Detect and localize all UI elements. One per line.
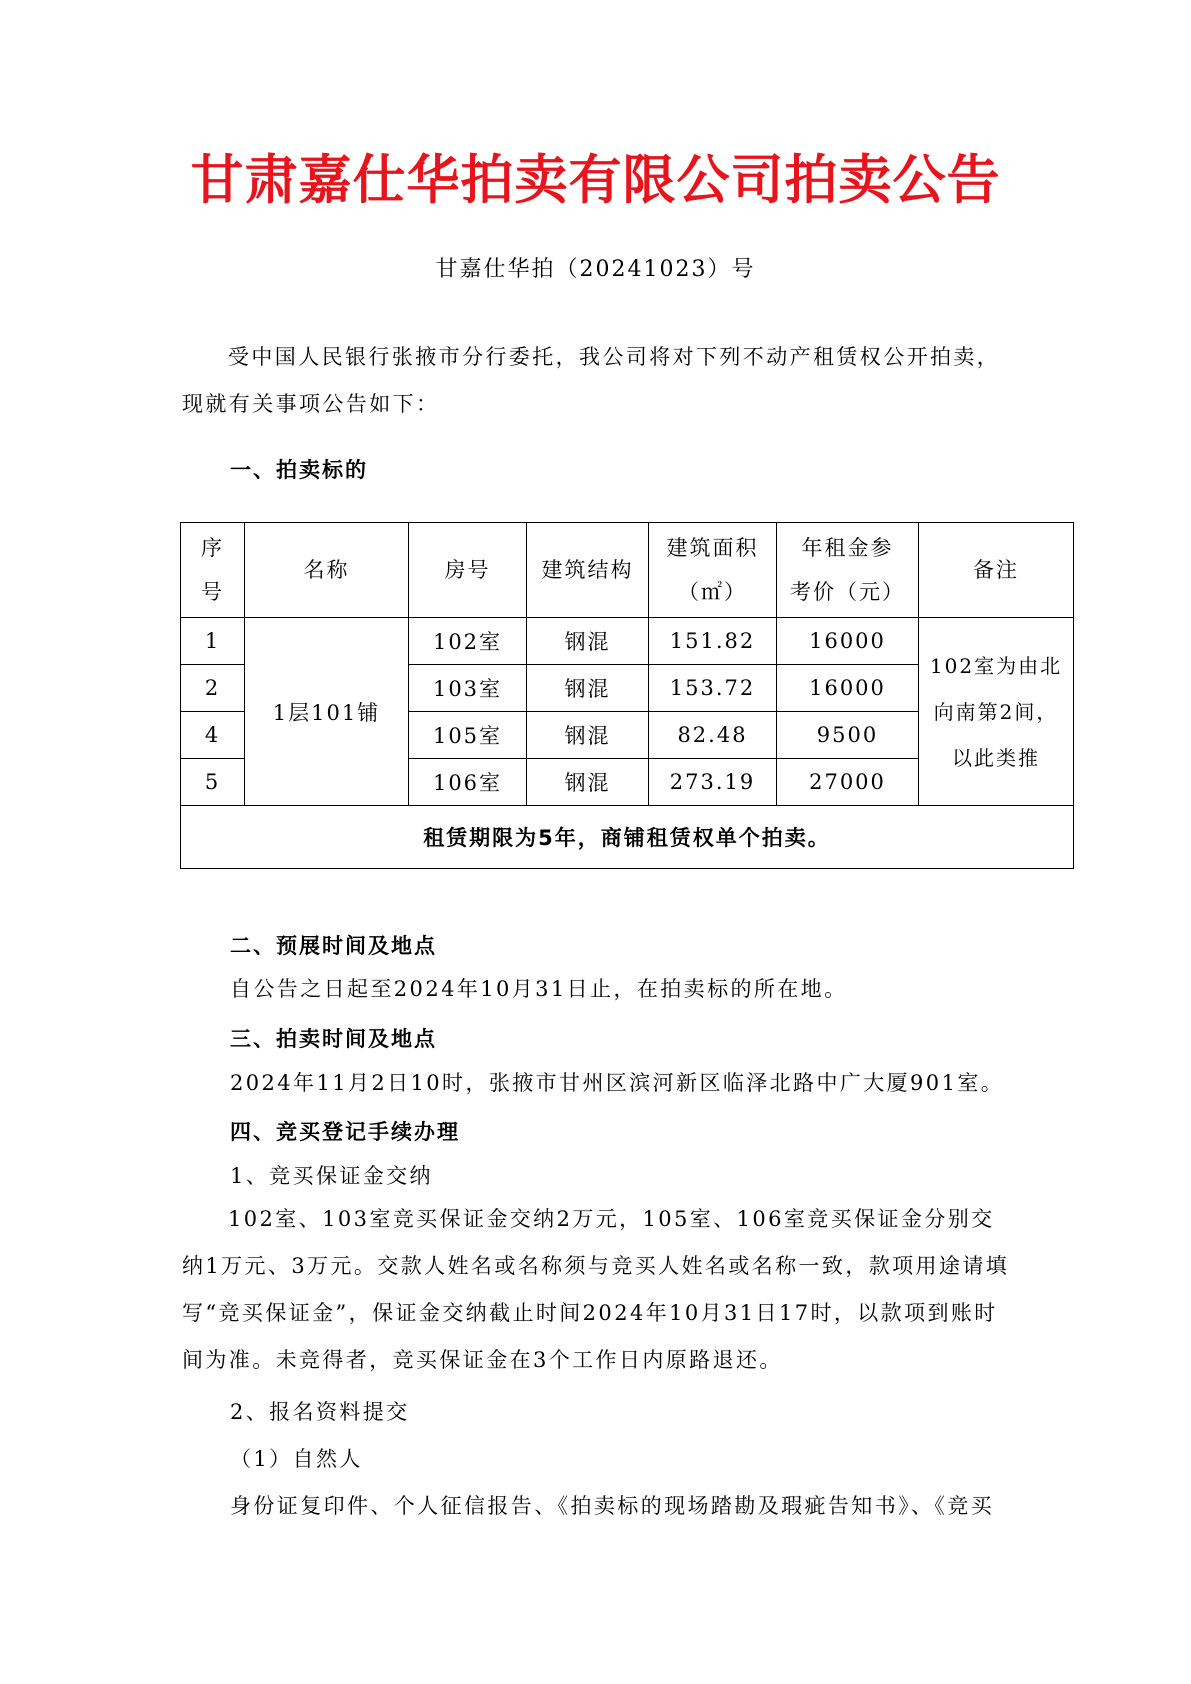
- table-footer-row: [181, 806, 1074, 869]
- table-footer-note: 租赁期限为5年，商铺租赁权单个拍卖。: [181, 806, 1074, 869]
- header-room: 房号: [409, 523, 527, 618]
- intro-paragraph: 受中国人民银行张掖市分行委托，我公司将对下列不动产租赁权公开拍卖，现就有关事项公告如下：: [182, 345, 1001, 416]
- section4-sub2-item1: （1）自然人: [230, 1447, 363, 1471]
- cell-rent: 16000: [777, 618, 919, 665]
- header-rent: 年租金参 考价（元）: [777, 523, 919, 618]
- cell-seq: 4: [181, 712, 245, 759]
- table-header-row: [181, 523, 1074, 618]
- section1-heading: 一、拍卖标的: [230, 458, 368, 482]
- document-number: 甘嘉仕华拍（20241023）号: [435, 257, 756, 282]
- cell-room: 102室: [409, 618, 527, 665]
- cell-area: 273.19: [649, 759, 777, 806]
- section4-heading: 四、竞买登记手续办理: [230, 1120, 460, 1144]
- cell-rent: 9500: [777, 712, 919, 759]
- cell-seq: 2: [181, 665, 245, 712]
- auction-lots-table: [180, 522, 1074, 869]
- cell-structure: 钢混: [527, 618, 649, 665]
- cell-seq: 5: [181, 759, 245, 806]
- cell-area: 153.72: [649, 665, 777, 712]
- cell-room: 106室: [409, 759, 527, 806]
- cell-rent: 16000: [777, 665, 919, 712]
- section3-text: 2024年11月2日10时，张掖市甘州区滨河新区临泽北路中广大厦901室。: [230, 1071, 1005, 1095]
- cell-structure: 钢混: [527, 759, 649, 806]
- cell-group-name: 1层101铺: [245, 618, 409, 806]
- section2-heading: 二、预展时间及地点: [230, 934, 437, 958]
- cell-rent: 27000: [777, 759, 919, 806]
- cell-area: 82.48: [649, 712, 777, 759]
- section4-sub1-text: 102室、103室竞买保证金交纳2万元，105室、106室竞买保证金分别交纳1万元、3万元。交款人姓名或名称须与竞买人姓名或名称一致，款项用途请填写“竞买保证金”，保证金交纳截止时间2024年10月31日17时，以款项到账时间为准。未竞得者，竞买保证金在3个工作日内原路退还。: [182, 1207, 1010, 1372]
- section3-heading: 三、拍卖时间及地点: [230, 1027, 437, 1051]
- cell-remark: 102室为由北 向南第2间， 以此类推: [919, 618, 1074, 806]
- cell-area: 151.82: [649, 618, 777, 665]
- header-name: 名称: [245, 523, 409, 618]
- header-area: 建筑面积 （㎡）: [649, 523, 777, 618]
- header-seq: 序 号: [181, 523, 245, 618]
- header-structure: 建筑结构: [527, 523, 649, 618]
- table-row: [181, 618, 1074, 665]
- section4-sub2-item1-text: 身份证复印件、个人征信报告、《拍卖标的现场踏勘及瑕疵告知书》、《竞买: [230, 1494, 995, 1518]
- cell-structure: 钢混: [527, 665, 649, 712]
- cell-structure: 钢混: [527, 712, 649, 759]
- section4-sub1-title: 1、竞买保证金交纳: [230, 1164, 433, 1188]
- cell-room: 105室: [409, 712, 527, 759]
- cell-seq: 1: [181, 618, 245, 665]
- section4-sub2-title: 2、报名资料提交: [230, 1400, 410, 1424]
- section2-text: 自公告之日起至2024年10月31日止，在拍卖标的所在地。: [230, 977, 848, 1001]
- document-title: 甘肃嘉仕华拍卖有限公司拍卖公告: [190, 150, 1001, 211]
- cell-room: 103室: [409, 665, 527, 712]
- header-remark: 备注: [919, 523, 1074, 618]
